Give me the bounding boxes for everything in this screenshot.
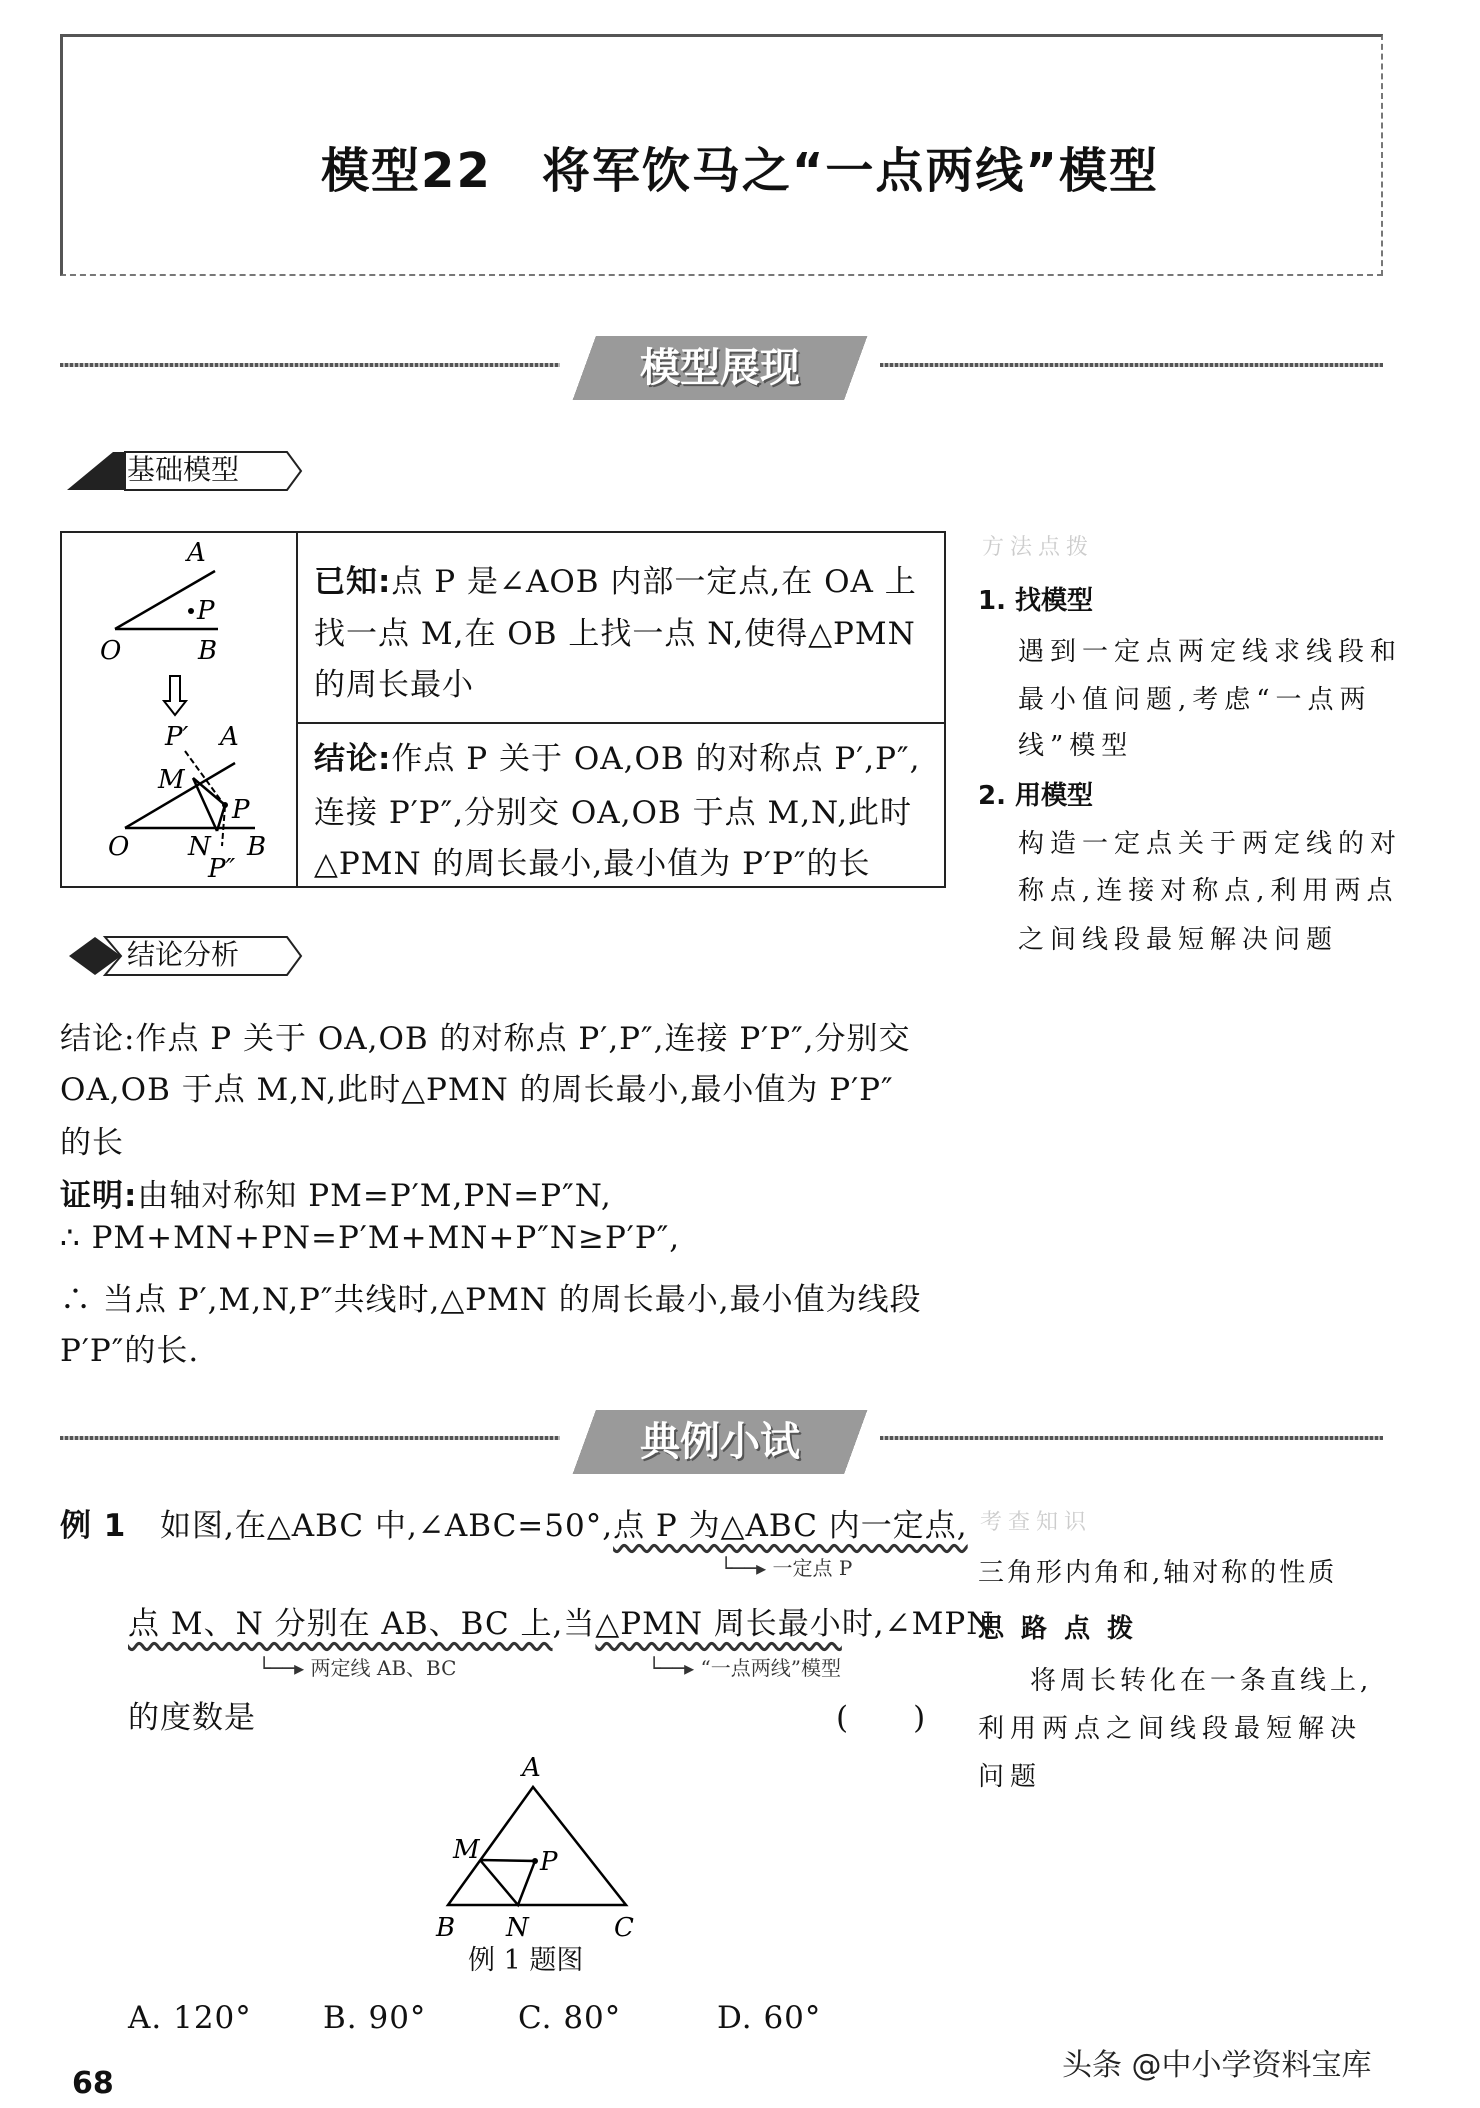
figure-caption: 例 1 题图 <box>468 1945 584 1976</box>
label-P: P <box>197 596 215 626</box>
divider <box>60 1436 560 1440</box>
answer-blank: ( ) <box>836 1700 927 1736</box>
section-banner-model: 模型展现 <box>570 336 870 400</box>
table-divider <box>296 722 946 724</box>
label-P-double-prime: P″ <box>208 854 236 884</box>
label-A: A <box>187 538 206 568</box>
annotation-note: └──▸ 两定线 AB、BC <box>258 1656 457 1680</box>
side-heading: 1. 找模型 <box>978 586 1094 616</box>
annotation-note: └──▸ “一点两线”模型 <box>648 1656 841 1680</box>
page-number: 68 <box>72 2066 114 2101</box>
side-text: 利用两点之间线段最短解决 <box>978 1714 1363 1744</box>
side-text: 将周长转化在一条直线上, <box>1030 1666 1373 1696</box>
tag-basic-model: 基础模型 <box>65 450 239 492</box>
label-B: B <box>247 832 267 862</box>
label-P: P <box>232 795 250 825</box>
watermark: 头条 @中小学资料宝库 <box>1062 2048 1372 2083</box>
model-figure <box>60 533 294 885</box>
option-a: A. 120° <box>128 2000 252 2036</box>
side-heading: 思 路 点 拨 <box>978 1614 1138 1644</box>
divider <box>880 1436 1383 1440</box>
divider <box>60 363 560 367</box>
side-text: 线”模型 <box>1018 731 1134 761</box>
side-heading-faded: 方法点拨 <box>982 535 1095 560</box>
page-title: 模型22 将军饮马之“一点两线”模型 <box>321 143 1159 199</box>
label-B: B <box>198 636 218 666</box>
label-P: P <box>540 1847 558 1877</box>
divider <box>880 363 1383 367</box>
side-text: 称点,连接对称点,利用两点 <box>1018 876 1399 906</box>
label-N: N <box>506 1913 529 1943</box>
label-M: M <box>158 765 185 795</box>
option-b: B. 90° <box>323 2000 427 2036</box>
known-line: 的周长最小 <box>314 667 474 703</box>
tag-analysis: 结论分析 <box>65 935 239 977</box>
side-text: 最小值问题,考虑“一点两 <box>1018 685 1372 715</box>
side-text: 之间线段最短解决问题 <box>1018 925 1339 955</box>
proof-line: ∴ 当点 P′,M,N,P″共线时,△PMN 的周长最小,最小值为线段 <box>60 1282 922 1318</box>
label-P-prime: P′ <box>165 722 189 752</box>
label-B: B <box>436 1913 456 1943</box>
conclusion-line: 结论:作点 P 关于 OA,OB 的对称点 P′,P″, <box>314 741 921 777</box>
label-A: A <box>220 722 239 752</box>
side-heading: 2. 用模型 <box>978 781 1094 811</box>
label-N: N <box>188 832 211 862</box>
analysis-line: 的长 <box>60 1125 124 1161</box>
option-c: C. 80° <box>518 2000 622 2036</box>
example-label: 例 1 <box>60 1508 127 1544</box>
section-banner-examples: 典例小试 <box>570 1410 870 1474</box>
proof-line: ∴ PM+MN+PN=P′M+MN+P″N≥P′P″, <box>60 1220 681 1256</box>
label-A: A <box>522 1753 541 1783</box>
annotation-note: └──▸ 一定点 P <box>720 1556 853 1580</box>
side-heading-faded: 考查知识 <box>980 1510 1093 1535</box>
analysis-line: OA,OB 于点 M,N,此时△PMN 的周长最小,最小值为 P′P″ <box>60 1072 894 1108</box>
option-d: D. 60° <box>717 2000 822 2036</box>
label-O: O <box>100 636 122 666</box>
side-text: 三角形内角和,轴对称的性质 <box>978 1558 1338 1588</box>
example-line: 点 M、N 分别在 AB、BC 上,当△PMN 周长最小时,∠MPN <box>128 1606 995 1642</box>
proof-line: P′P″的长. <box>60 1333 200 1369</box>
proof-line: 证明:由轴对称知 PM=P′M,PN=P″N, <box>60 1178 612 1214</box>
conclusion-line: △PMN 的周长最小,最小值为 P′P″的长 <box>314 846 871 882</box>
side-text: 构造一定点关于两定线的对 <box>1018 829 1403 859</box>
known-line: 找一点 M,在 OB 上找一点 N,使得△PMN <box>314 616 916 652</box>
label-M: M <box>453 1835 480 1865</box>
analysis-line: 结论:作点 P 关于 OA,OB 的对称点 P′,P″,连接 P′P″,分别交 <box>60 1021 911 1057</box>
known-line: 已知:点 P 是∠AOB 内部一定点,在 OA 上 <box>314 564 917 600</box>
table-divider <box>296 531 298 888</box>
side-text: 问题 <box>978 1762 1043 1792</box>
label-C: C <box>614 1913 634 1943</box>
arrow-down-icon <box>164 676 186 715</box>
example-line: 的度数是 <box>128 1700 256 1736</box>
label-O: O <box>108 832 130 862</box>
example-line: 如图,在△ABC 中,∠ABC=50°,点 P 为△ABC 内一定点, <box>160 1508 968 1544</box>
conclusion-line: 连接 P′P″,分别交 OA,OB 于点 M,N,此时 <box>314 795 913 831</box>
side-text: 遇到一定点两定线求线段和 <box>1018 637 1403 667</box>
